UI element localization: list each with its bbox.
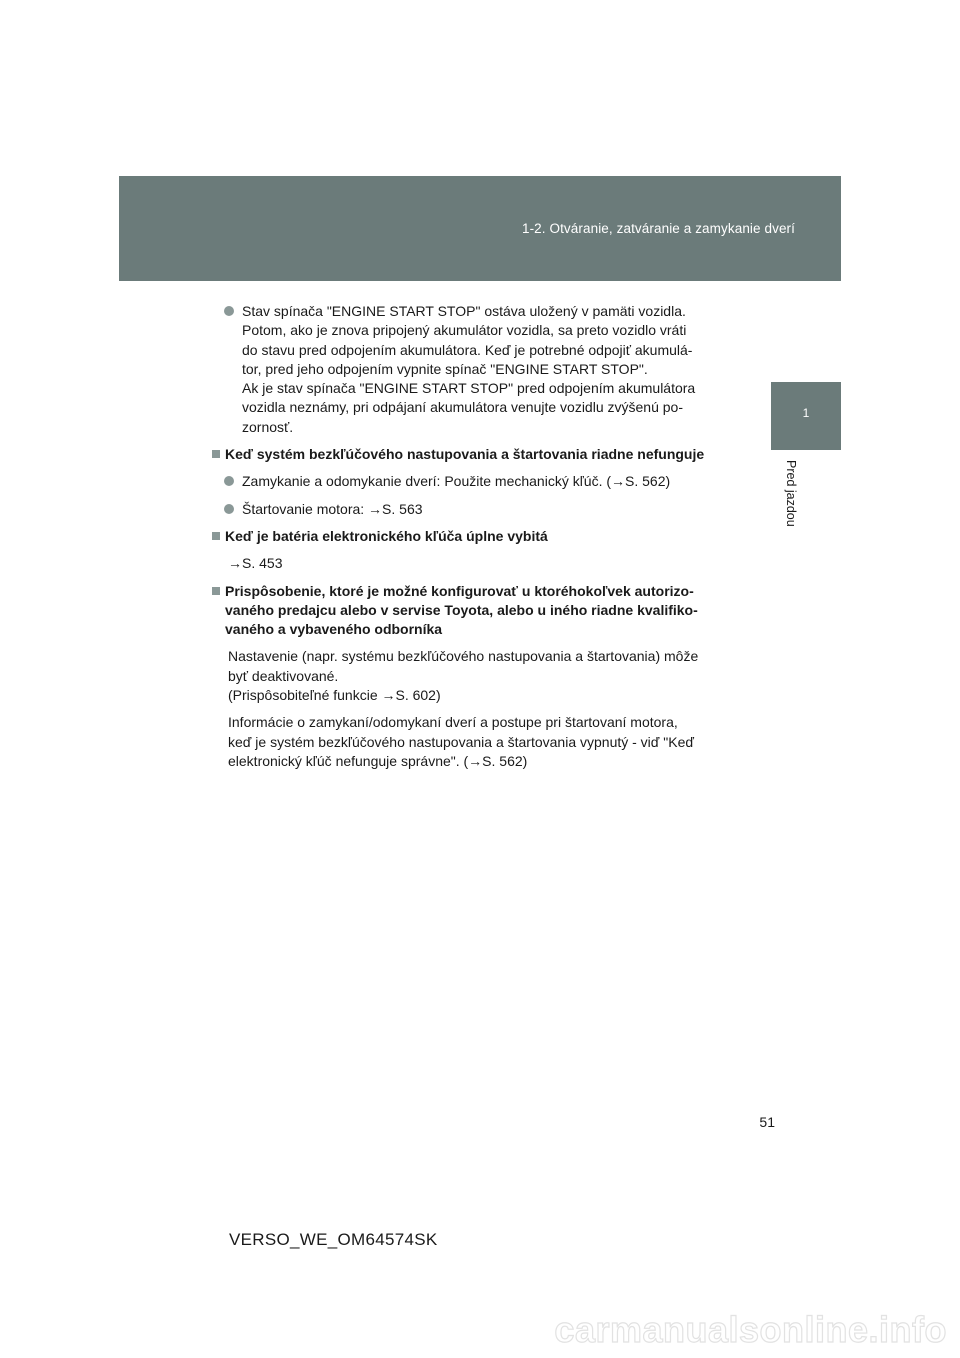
page-content [212,302,743,779]
heading-customization [212,582,743,640]
text-line: do stavu pred odpojením akumulátora. Keď je potrebné odpojiť akumulá- [242,341,693,358]
bullet-dot-icon [224,476,234,486]
heading-line: vaného a vybaveného odborníka [225,621,443,638]
heading-key-battery [212,527,743,546]
heading-square-icon [212,532,220,540]
info-paragraph [212,713,743,771]
text-line: byť deaktivované. [228,667,339,684]
page-reference: →S. 453 [228,555,283,572]
watermark-logo [492,1306,952,1352]
watermark-text: carmanualsonline.info [554,1309,947,1350]
text-line: (Prispôsobiteľné funkcie →S. 602) [228,687,441,704]
heading-text: Keď je batéria elektronického kľúča úplne vybitá [225,527,548,544]
chapter-tab [771,382,841,450]
text-line: Nastavenie (napr. systému bezkľúčového nastupovania a štartovania) môže [228,648,699,665]
bullet-text: Zamykanie a odomykanie dverí: Použite mechanický kľúč. (→S. 562) [242,473,671,490]
heading-square-icon [212,587,220,595]
customization-paragraph [212,647,743,705]
heading-line: Prispôsobenie, ktoré je možné konfigurovať u ktoréhokoľvek autorizo- [225,582,694,599]
chapter-label [784,460,804,550]
heading-text: Keď systém bezkľúčového nastupovania a štartovania riadne nefunguje [225,446,705,463]
text-line: vozidla neznámy, pri odpájaní akumulátora venujte vozidlu zvýšenú po- [242,399,683,416]
chapter-number: 1 [802,406,810,420]
bullet-text: Štartovanie motora: →S. 563 [242,500,423,517]
text-line: Informácie o zamykaní/odomykaní dverí a postupe pri štartovaní motora, [228,714,678,731]
text-line: Stav spínača "ENGINE START STOP" ostáva uložený v pamäti vozidla. [242,303,686,319]
bullet-engine-start [212,500,743,519]
text-line: keď je systém bezkľúčového nastupovania a štartovania vypnutý - viď "Keď [228,733,694,750]
page-number: 51 [759,1114,775,1130]
section-title: 1-2. Otváranie, zatváranie a zamykanie dverí [521,221,795,236]
bullet-dot-icon [224,306,234,316]
bullet-engine-start-stop [212,302,743,437]
heading-square-icon [212,450,220,458]
bullet-dot-icon [224,504,234,514]
text-line: Potom, ako je znova pripojený akumulátor vozidla, sa preto vozidlo vráti [242,322,687,339]
text-line: tor, pred jeho odpojením vypnite spínač "ENGINE START STOP". [242,360,648,377]
text-line: zornosť. [242,418,294,435]
header-band [119,176,841,281]
text-line: elektronický kľúč nefunguje správne". (→S. 562) [228,752,528,769]
chapter-label-text: Pred jazdou [784,460,798,527]
text-line: Ak je stav spínača "ENGINE START STOP" pred odpojením akumulátora [242,380,696,397]
heading-line: vaného predajcu alebo v servise Toyota, alebo u iného riadne kvalifiko- [225,601,698,618]
bullet-mechanical-key [212,472,743,491]
document-code: VERSO_WE_OM64574SK [229,1230,438,1249]
heading-keyless-malfunction [212,445,743,464]
